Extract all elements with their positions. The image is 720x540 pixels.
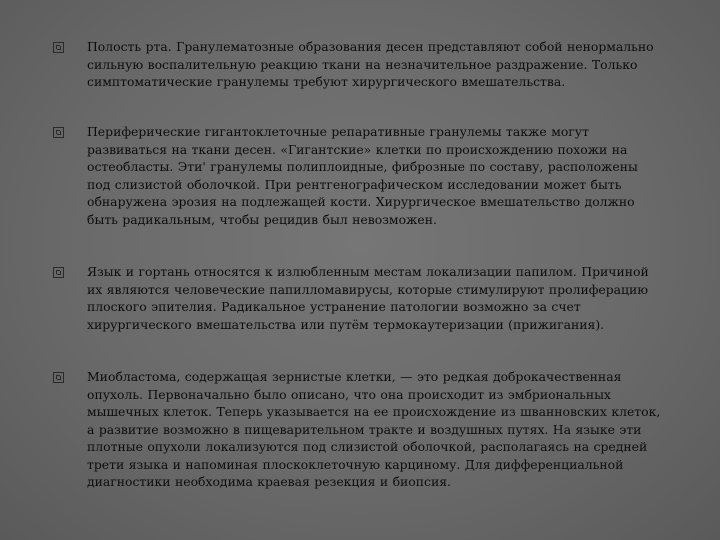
text-line: плотные опухоли локализуются под слизистой оболочкой, располагаясь на средней bbox=[87, 439, 648, 454]
text-line: диагностики необходима краевая резекция и биопсия. bbox=[87, 474, 451, 489]
text-line: развиваться на ткани десен. «Гигантские» клетки по происхождению похожи на bbox=[87, 141, 628, 157]
paragraph-text bbox=[87, 368, 683, 491]
text-line: их являются человеческие папилломавирусы, которые стимулируют пролиферацию bbox=[87, 281, 649, 297]
text-line: сильную воспалительную реакцию ткани на незначительное раздражение. Только bbox=[87, 56, 638, 72]
text-line: хирургического вмешательства или путём термокаутеризации (прижигания). bbox=[87, 316, 605, 332]
square-bullet-icon bbox=[53, 42, 64, 53]
paragraph-text bbox=[87, 263, 683, 333]
text-line: трети языка и напоминая плоскоклеточную карциному. Для дифференциальной bbox=[87, 456, 624, 472]
square-bullet-icon bbox=[53, 267, 64, 278]
text-line: Периферические гигантоклеточные репаративные гранулемы также могут bbox=[87, 124, 589, 139]
paragraph-text bbox=[87, 123, 683, 228]
text-line: под слизистой оболочкой. При рентгенографическом исследовании может быть bbox=[87, 176, 622, 192]
square-bullet-icon bbox=[53, 127, 64, 138]
text-line: Язык и гортань относятся к излюбленным местам локализации папилом. Причиной bbox=[87, 264, 649, 279]
text-line: остеобласты. Эти' гранулемы полиплоидные, фиброзные по составу, расположены bbox=[87, 159, 638, 174]
text-line: Миобластома, содержащая зернистые клетки, — это редкая доброкачественная bbox=[87, 369, 622, 384]
text-line: Полость рта. Гранулематозные образования десен представляют собой ненормально bbox=[87, 39, 654, 54]
text-line: а развитие возможно в пищеварительном тракте и воздушных путях. На языке эти bbox=[87, 421, 642, 437]
text-line: опухоль. Первоначально было описано, что она происходит из эмбриональных bbox=[87, 386, 611, 402]
paragraph-text bbox=[87, 38, 683, 91]
text-line: симптоматические гранулемы требуют хирургического вмешательства. bbox=[87, 74, 566, 89]
text-line: быть радикальным, чтобы рецидив был невозможен. bbox=[87, 211, 437, 227]
text-line: обнаружена эрозия на подлежащей кости. Хирургическое вмешательство должно bbox=[87, 194, 635, 209]
text-line: мышечных клеток. Теперь указывается на ее происхождение из шванновских клеток, bbox=[87, 404, 661, 419]
text-line: плоского эпителия. Радикальное устранение патологии возможно за счет bbox=[87, 299, 581, 314]
square-bullet-icon bbox=[53, 372, 64, 383]
